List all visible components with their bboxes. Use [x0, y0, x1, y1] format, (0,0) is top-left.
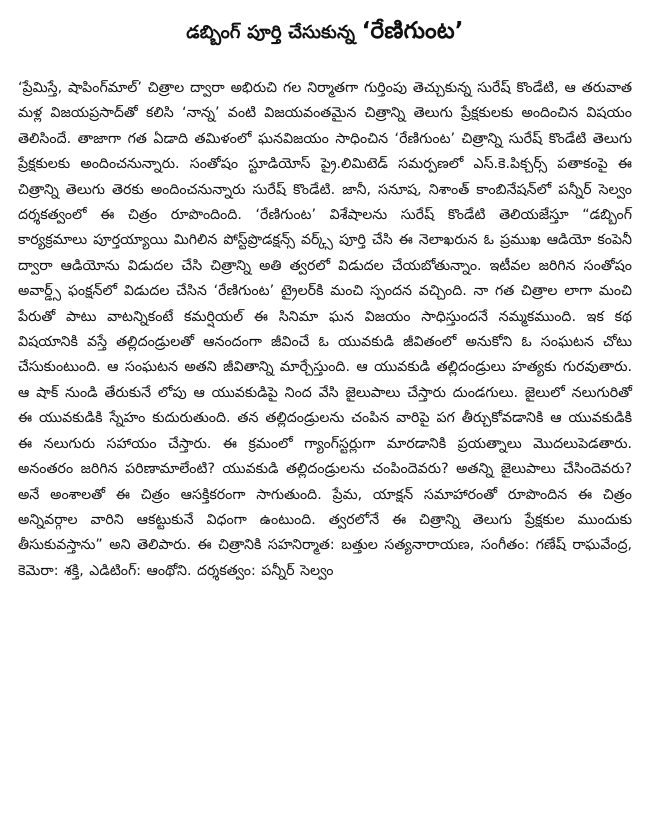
- headline-film-title: ‘రేణిగుంట’: [361, 18, 464, 44]
- article-headline: [18, 18, 632, 50]
- article-body: ‘ప్రేమిస్తే, షాపింగ్‌మాల్’ చిత్రాల ద్వారా అభిరుచి గల నిర్మాతగా గుర్తింపు తెచ్చుకున్న సురేష్ కొండేటి, ఆ తరువాత మళ్ల విజయప్రసాద్‌తో కలిసి ‘నాన్న’ వంటి విజయవంతమైన చిత్రాన్ని తెలుగు ప్రేక్షకులకు అందించిన విషయం తెలిసిందే. తాజాగా గత ఏడాది తమిళంలో ఘనవిజయం సాధించిన ‘రేణిగుంట’ చిత్రాన్ని సురేష్ కొండేటి తెలుగు ప్రేక్షకులకు అందించనున్నారు. సంతోషం స్టూడియోస్ ప్రై.లిమిటెడ్ సమర్పణలో ఎస్.కె.పిక్చర్స్ పతాకంపై ఈ చిత్రాన్ని తెలుగు తెరకు అందించనున్నారు సురేష్ కొండేటి. జానీ, సనూష, నిశాంత్ కాంబినేషన్‌లో పన్నీర్ సెల్వం దర్శకత్వంలో ఈ చిత్రం రూపొందింది. ‘రేణిగుంట’ విశేషాలను సురేష్ కొండేటి తెలియజేస్తూ “డబ్బింగ్ కార్యక్రమాలు పూర్తయ్యాయి మిగిలిన పోస్ట్‌ప్రొడక్షన్స్ వర్క్స్ పూర్తి చేసి ఈ నెలాఖరున ఓ ప్రముఖ ఆడియో కంపెనీ ద్వారా ఆడియోను విడుదల చేసి చిత్రాన్ని అతి త్వరలో విడుదల చేయబోతున్నాం. ఇటీవల జరిగిన సంతోషం అవార్డ్స్ ఫంక్షన్‌లో విడుదల చేసిన ‘రేణిగుంట’ ట్రైలర్‌కి మంచి స్పందన వచ్చింది. నా గత చిత్రాల లాగా మంచి పేరుతో పాటు వాటన్నికంటే కమర్షియల్ ఈ సినిమా ఘన విజయం సాధిస్తుందనే నమ్మకముంది. ఇక కథ విషయానికి వస్తే తల్లిదండ్రులతో ఆనందంగా జీవించే ఓ యువకుడి జీవితంలో అనుకోని ఓ సంఘటన చోటు చేసుకుంటుంది. ఆ సంఘటన అతని జీవితాన్ని మార్చేస్తుంది. ఆ యువకుడి తల్లిదండ్రులు హత్యకు గురవుతారు. ఆ షాక్ నుండి తేరుకునే లోపు ఆ యువకుడిపై నింద వేసి జైలుపాలు చేస్తారు దుండగులు. జైలులో నలుగురితో ఈ యువకుడికి స్నేహం కుదురుతుంది. తన తల్లిదండ్రులను చంపిన వారిపై పగ తీర్చుకోవడానికి ఆ యువకుడికి ఈ నలుగురు సహాయం చేస్తారు. ఈ క్రమంలో గ్యాంగ్‌స్టర్లుగా మారడానికి ప్రయత్నాలు మొదలుపెడతారు. అనంతరం జరిగిన పరిణామాలేంటి? యువకుడి తల్లిదండ్రులను చంపిందెవరు? అతన్ని జైలుపాలు చేసిందెవరు? అనే అంశాలతో ఈ చిత్రం ఆసక్తికరంగా సాగుతుంది. ప్రేమ, యాక్షన్ సమాహారంతో రూపొందిన ఈ చిత్రం అన్నివర్గాల వారిని ఆకట్టుకునే విధంగా ఉంటుంది. త్వరలోనే ఈ చిత్రాన్ని తెలుగు ప్రేక్షకుల ముందుకు తీసుకువస్తాను” అని తెలిపారు. ఈ చిత్రానికి సహనిర్మాత: బత్తుల సత్యనారాయణ, సంగీతం: గణేష్ రాఘవేంద్ర, కెమెరా: శక్తి, ఎడిటింగ్: ఆంథోని. దర్శకత్వం: పన్నీర్ సెల్వం: [18, 80, 632, 579]
- headline-prefix: డబ్బింగ్ పూర్తి చేసుకున్న: [186, 22, 356, 43]
